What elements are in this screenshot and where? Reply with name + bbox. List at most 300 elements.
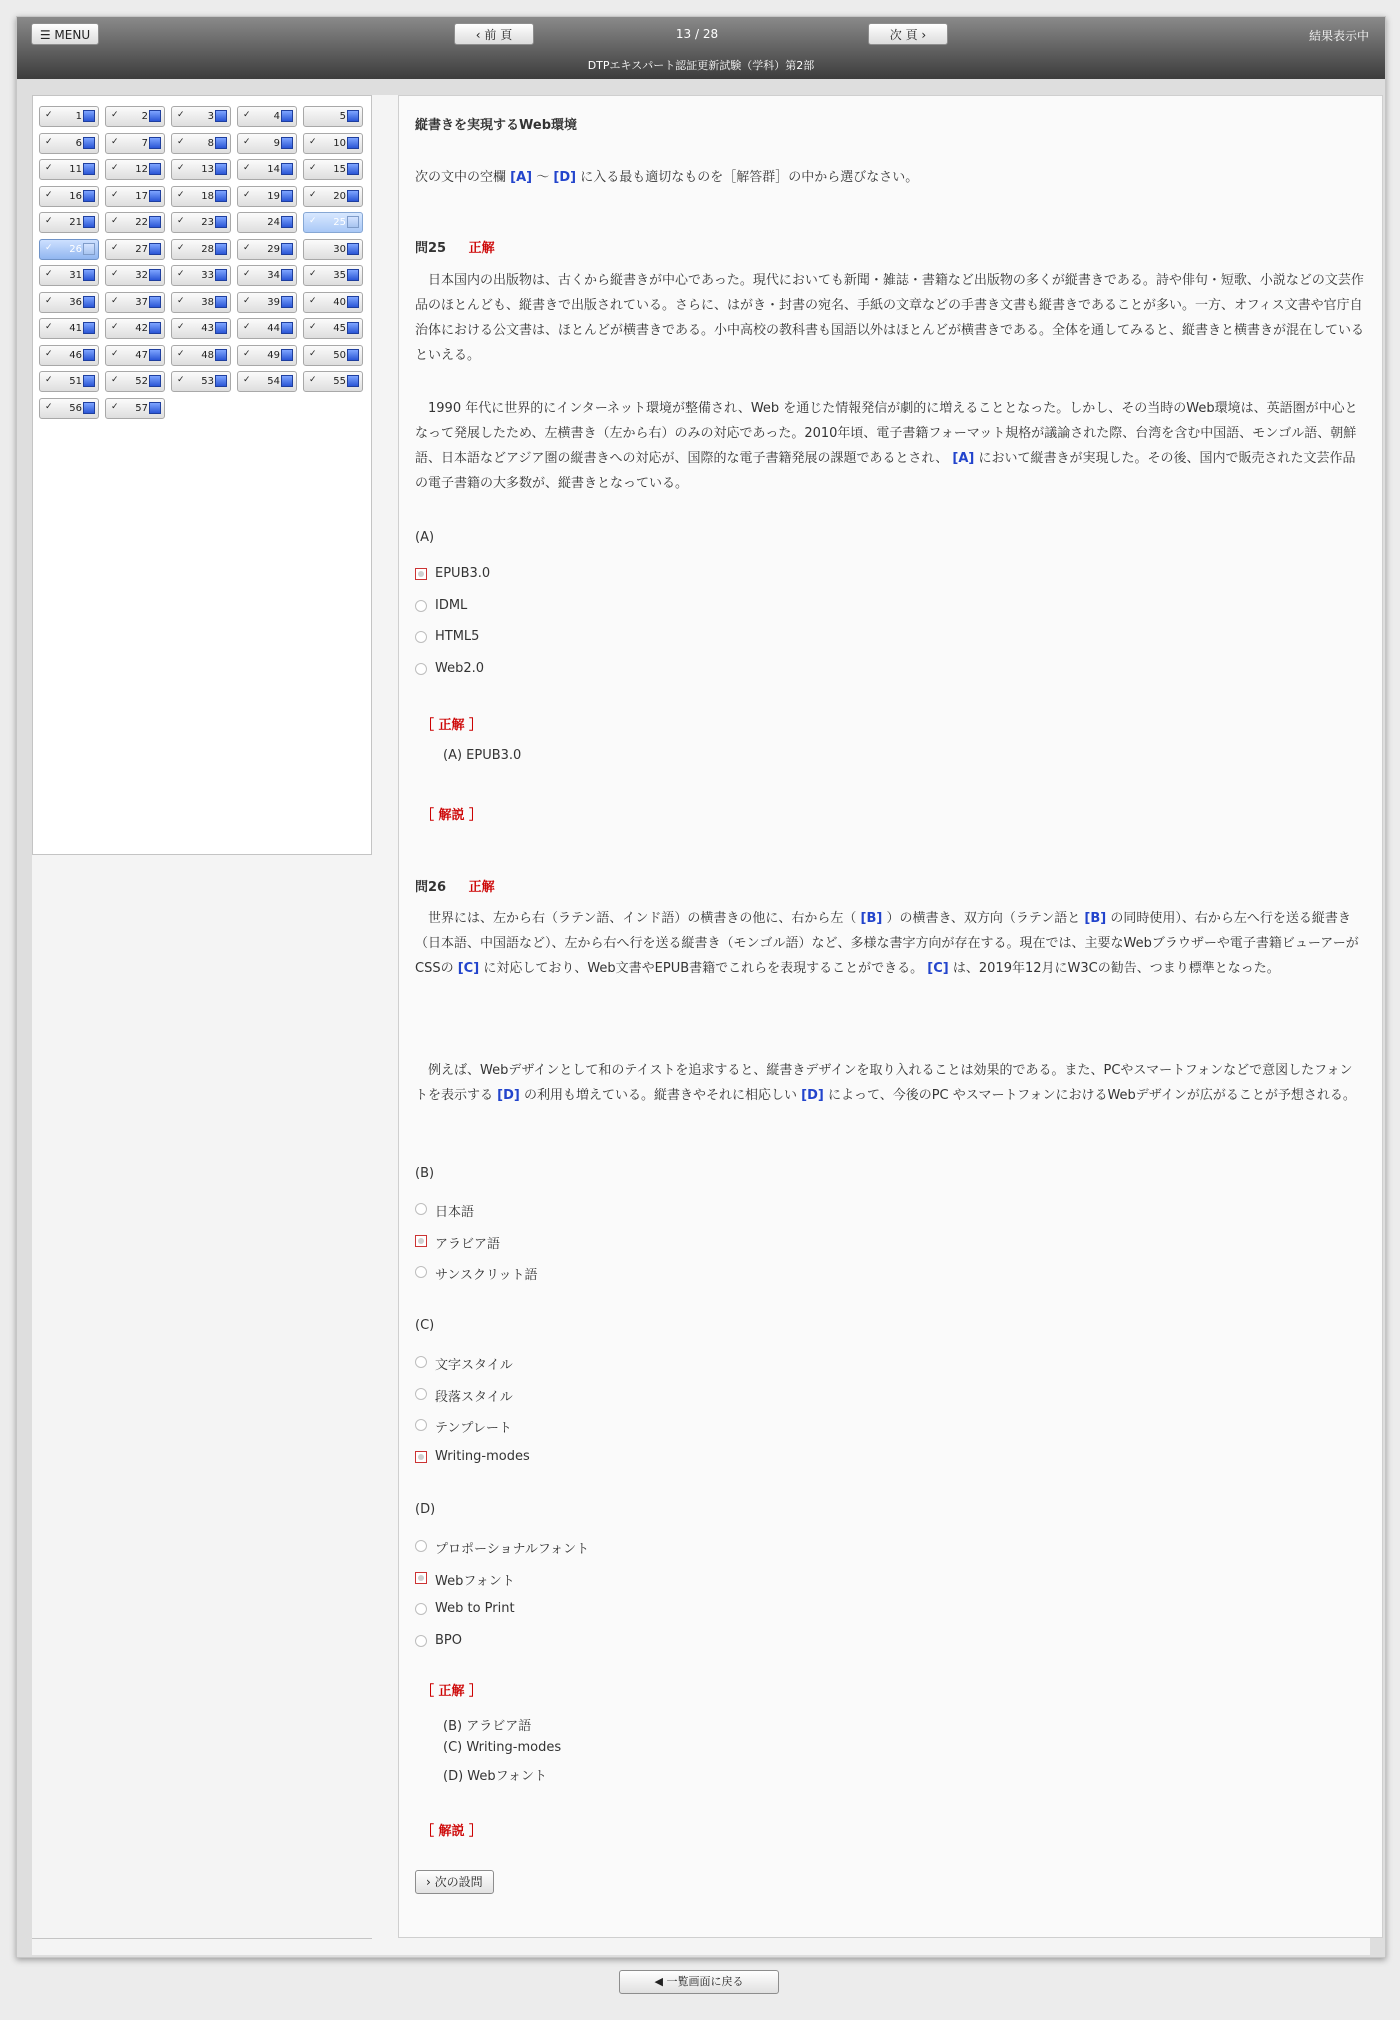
q25-radio-2[interactable] [415, 600, 427, 612]
flag-square-icon[interactable] [347, 110, 359, 122]
checkmark-icon: ✓ [309, 189, 317, 200]
checkmark-icon: ✓ [177, 136, 185, 147]
q25-paragraph-2 [415, 396, 1365, 496]
flag-square-icon[interactable] [215, 375, 227, 387]
chevron-right-icon: › [921, 28, 927, 42]
flag-square-icon[interactable] [281, 163, 293, 175]
q26-explanation-label: ［ 解説 ］ [421, 1824, 483, 1839]
q26c-radio-2[interactable] [415, 1388, 427, 1400]
question-nav-number: 24 [267, 217, 280, 228]
flag-square-icon[interactable] [215, 296, 227, 308]
flag-square-icon[interactable] [281, 375, 293, 387]
q25-option-label-3[interactable]: HTML5 [435, 629, 480, 644]
question-nav-number: 53 [201, 376, 214, 387]
q26-p1-text-e: は、2019年12月にW3Cの勧告、つまり標準となった。 [952, 961, 1280, 976]
question-nav-number: 21 [69, 217, 82, 228]
checkmark-icon: ✓ [243, 295, 251, 306]
question-nav-button-40[interactable] [303, 292, 363, 313]
checkmark-icon: ✓ [243, 242, 251, 253]
question-nav-number: 20 [333, 190, 346, 202]
question-nav-number: 26 [69, 243, 82, 255]
flag-square-icon[interactable] [83, 243, 95, 255]
flag-square-icon[interactable] [149, 163, 161, 175]
question-panel [398, 95, 1383, 1938]
question-nav-number: 33 [201, 270, 214, 281]
question-nav-number: 34 [267, 270, 280, 281]
question-nav-button-47[interactable] [105, 345, 165, 366]
checkmark-icon: ✓ [243, 269, 251, 279]
checkmark-icon: ✓ [45, 163, 53, 173]
nav-panel-divider [32, 1938, 372, 1939]
question-nav-button-33[interactable] [171, 265, 231, 286]
blank-d: [D] [553, 170, 577, 185]
next-question-button[interactable] [415, 1870, 494, 1894]
checkmark-icon: ✓ [243, 322, 251, 332]
checkmark-icon: ✓ [45, 295, 53, 306]
chevron-right-icon: › [426, 1875, 431, 1889]
question-nav-button-41[interactable] [39, 318, 99, 339]
q26b-radio-3[interactable] [415, 1266, 427, 1278]
flag-square-icon[interactable] [215, 137, 227, 149]
flag-square-icon[interactable] [149, 110, 161, 122]
question-nav-button-38[interactable] [171, 292, 231, 313]
question-nav-number: 8 [207, 137, 214, 149]
flag-square-icon[interactable] [83, 402, 95, 414]
q26-p1-text-b: ）の横書き、双方向（ラテン語と [886, 911, 1081, 926]
checkmark-icon: ✓ [111, 295, 119, 306]
question-nav-number: 29 [267, 243, 280, 255]
back-to-list-label: 一覧画面に戻る [666, 1975, 744, 1988]
q26c-option-label-3[interactable]: テンプレート [435, 1421, 512, 1436]
question-nav-button-6[interactable] [39, 133, 99, 154]
question-nav-button-26[interactable] [39, 239, 99, 260]
question-nav-button-24[interactable] [237, 212, 297, 233]
menu-button[interactable]: ☰ MENU [31, 23, 99, 45]
question-nav-button-43[interactable] [171, 318, 231, 339]
question-nav-number: 39 [267, 296, 280, 308]
question-nav-panel [32, 95, 372, 855]
flag-square-icon[interactable] [347, 137, 359, 149]
question-nav-number: 9 [273, 137, 280, 149]
checkmark-icon: ✓ [177, 375, 185, 385]
question-nav-button-19[interactable] [237, 186, 297, 207]
flag-square-icon[interactable] [83, 322, 95, 334]
flag-square-icon[interactable] [149, 349, 161, 361]
flag-square-icon[interactable] [149, 243, 161, 255]
checkmark-icon: ✓ [111, 242, 119, 253]
q25-result-badge: 正解 [468, 241, 495, 256]
q26d-option-label-1[interactable]: プロポーショナルフォント [435, 1542, 590, 1557]
flag-square-icon[interactable] [149, 402, 161, 414]
next-page-label: 次 頁 [889, 28, 918, 42]
circle-arrow-left-icon: ◀ [654, 1975, 663, 1988]
question-nav-number: 25 [333, 217, 346, 228]
question-nav-number: 19 [267, 190, 280, 202]
question-nav-button-21[interactable] [39, 212, 99, 233]
checkmark-icon: ✓ [243, 136, 251, 147]
question-nav-number: 49 [267, 349, 280, 361]
checkmark-icon: ✓ [309, 375, 317, 385]
question-nav-button-29[interactable] [237, 239, 297, 260]
page-counter: 13 / 28 [675, 27, 719, 41]
flag-square-icon[interactable] [215, 190, 227, 202]
checkmark-icon: ✓ [177, 163, 185, 173]
flag-square-icon[interactable] [215, 269, 227, 281]
checkmark-icon: ✓ [177, 269, 185, 279]
question-nav-button-32[interactable] [105, 265, 165, 286]
question-nav-button-52[interactable] [105, 371, 165, 392]
question-nav-button-11[interactable] [39, 159, 99, 180]
question-nav-button-20[interactable] [303, 186, 363, 207]
q26-group-b-label: (B) [415, 1166, 435, 1181]
checkmark-icon: ✓ [45, 110, 53, 120]
flag-square-icon[interactable] [347, 296, 359, 308]
checkmark-icon: ✓ [309, 269, 317, 279]
flag-square-icon[interactable] [149, 137, 161, 149]
checkmark-icon: ✓ [111, 348, 119, 359]
flag-square-icon[interactable] [215, 110, 227, 122]
question-nav-number: 15 [333, 164, 346, 175]
question-nav-number: 51 [69, 376, 82, 387]
question-nav-button-34[interactable] [237, 265, 297, 286]
blank-d: [D] [497, 1088, 520, 1103]
checkmark-icon: ✓ [177, 189, 185, 200]
flag-square-icon[interactable] [347, 163, 359, 175]
question-nav-button-25[interactable] [303, 212, 363, 233]
section-title: 縦書きを実現するWeb環境 [415, 118, 577, 133]
question-nav-button-14[interactable] [237, 159, 297, 180]
question-nav-number: 57 [135, 402, 148, 414]
checkmark-icon: ✓ [309, 136, 317, 147]
q26c-option-label-1[interactable]: 文字スタイル [435, 1358, 513, 1373]
flag-square-icon[interactable] [149, 375, 161, 387]
flag-square-icon[interactable] [281, 296, 293, 308]
question-nav-number: 14 [267, 164, 280, 175]
flag-square-icon[interactable] [149, 269, 161, 281]
flag-square-icon[interactable] [347, 322, 359, 334]
flag-square-icon[interactable] [215, 349, 227, 361]
checkmark-icon: ✓ [177, 295, 185, 306]
question-nav-number: 52 [135, 376, 148, 387]
question-nav-button-49[interactable] [237, 345, 297, 366]
question-nav-button-10[interactable] [303, 133, 363, 154]
question-nav-button-42[interactable] [105, 318, 165, 339]
q26-answer-b: (B) アラビア語 [443, 1719, 532, 1734]
checkmark-icon: ✓ [243, 189, 251, 200]
checkmark-icon: ✓ [45, 216, 53, 226]
question-nav-button-36[interactable] [39, 292, 99, 313]
q26-answer-d: (D) Webフォント [443, 1769, 547, 1784]
question-nav-number: 3 [207, 111, 214, 122]
question-nav-button-1[interactable] [39, 106, 99, 127]
flag-square-icon[interactable] [149, 322, 161, 334]
q25-paragraph-1: 日本国内の出版物は、古くから縦書きが中心であった。現代においても新聞・雑誌・書籍など出版物の多くが縦書きである。詩や俳句・短歌、小説などの文芸作品のほとんども、縦書きで出版されている。さらに、はがき・封書の宛名、手紙の文章などの手書き文書も縦書きであることが多い。一方、オフィス文書や官庁自治体における公文書は、ほとんどが横書きである。小中高校の教科書も国語以外はほとんどが横書きである。全体を通してみると、縦書きと横書きが混在しているといえる。 [415, 273, 1365, 363]
q26-header [415, 876, 495, 895]
checkmark-icon: ✓ [177, 242, 185, 253]
question-nav-number: 28 [201, 243, 214, 255]
flag-square-icon[interactable] [83, 137, 95, 149]
question-nav-number: 32 [135, 270, 148, 281]
question-nav-button-22[interactable] [105, 212, 165, 233]
checkmark-icon: ✓ [177, 110, 185, 120]
q26-paragraph-1 [415, 906, 1365, 981]
question-nav-button-13[interactable] [171, 159, 231, 180]
blank-c: [C] [457, 961, 480, 976]
flag-square-icon[interactable] [83, 269, 95, 281]
flag-square-icon[interactable] [149, 190, 161, 202]
flag-square-icon[interactable] [281, 349, 293, 361]
question-nav-number: 45 [333, 323, 346, 334]
q26c-option-label-2[interactable]: 段落スタイル [435, 1389, 513, 1405]
flag-square-icon[interactable] [215, 322, 227, 334]
checkmark-icon: ✓ [111, 136, 119, 147]
flag-square-icon[interactable] [347, 375, 359, 387]
q26-result-badge: 正解 [468, 880, 495, 895]
q26d-option-label-2[interactable]: Webフォント [435, 1573, 515, 1589]
question-nav-button-56[interactable] [39, 398, 99, 419]
question-nav-number: 23 [201, 217, 214, 228]
question-nav-button-3[interactable] [171, 106, 231, 127]
question-nav-button-18[interactable] [171, 186, 231, 207]
q26c-radio-1[interactable] [415, 1356, 427, 1368]
q25-radio-3[interactable] [415, 631, 427, 643]
question-nav-button-44[interactable] [237, 318, 297, 339]
flag-square-icon[interactable] [149, 216, 161, 228]
next-question-label: 次の設問 [434, 1875, 483, 1889]
flag-square-icon[interactable] [215, 216, 227, 228]
question-nav-button-54[interactable] [237, 371, 297, 392]
checkmark-icon: ✓ [177, 322, 185, 332]
q26-p1-text-d: に対応しており、Web文書やEPUB書籍でこれらを表現することができる。 [483, 961, 924, 976]
checkmark-icon: ✓ [243, 163, 251, 173]
question-nav-button-57[interactable] [105, 398, 165, 419]
q26d-radio-2[interactable] [415, 1572, 427, 1584]
q26-group-d-label: (D) [415, 1502, 436, 1517]
question-nav-button-39[interactable] [237, 292, 297, 313]
question-nav-number: 13 [201, 164, 214, 175]
checkmark-icon: ✓ [111, 163, 119, 173]
question-nav-number: 11 [69, 164, 82, 175]
flag-square-icon[interactable] [281, 269, 293, 281]
flag-square-icon[interactable] [347, 269, 359, 281]
q25-para2-text: 1990 年代に世界的にインターネット環境が整備され、Web を通じた情報発信が劇的に増えることとなった。しかし、その当時のWeb環境は、英語圏が中心となって発展したため、左横書き（左から右）のみの対応であった。2010年頃、電子書籍フォーマット規格が議論された際、台湾を含む中国語、モンゴル語、朝鮮語、日本語などアジア圏の縦書きへの対応が、国際的な電子書籍発展の課題であるとされ、 [415, 401, 1358, 466]
q25-option-label-2[interactable]: IDML [435, 597, 468, 613]
flag-square-icon[interactable] [83, 216, 95, 228]
question-nav-number: 47 [135, 349, 148, 361]
q26c-radio-3[interactable] [415, 1419, 427, 1431]
flag-square-icon[interactable] [215, 163, 227, 175]
q26-p2-text-a: 例えば、Webデザインとして和のテイストを追求すると、縦書きデザインを取り入れることは効果的である。また、PCやスマートフォンなどで意図したフォントを表示する [415, 1063, 1353, 1103]
blank-a: [A] [952, 451, 975, 466]
flag-square-icon[interactable] [347, 349, 359, 361]
top-toolbar [17, 17, 1385, 79]
flag-square-icon[interactable] [281, 110, 293, 122]
flag-square-icon[interactable] [83, 110, 95, 122]
question-nav-number: 16 [69, 190, 82, 202]
question-nav-number: 10 [333, 137, 346, 149]
question-nav-button-12[interactable] [105, 159, 165, 180]
q26d-radio-1[interactable] [415, 1540, 427, 1552]
question-nav-number: 55 [333, 376, 346, 387]
q26-p1-text-c: の同時使用）、右から左へ行を送る縦書き（日本語、中国語など）、左から右へ行を送る縦書き（モンゴル語）など、多様な書字方向が存在する。現在では、主要なWebブラウザーや電子書籍ビューアーがCSSの [415, 911, 1359, 976]
flag-square-icon[interactable] [281, 216, 293, 228]
app-frame [16, 16, 1386, 1958]
result-mode-label: 結果表示中 [1308, 29, 1369, 43]
q25-option-label-4[interactable]: Web2.0 [435, 660, 485, 676]
checkmark-icon: ✓ [177, 216, 185, 226]
question-nav-number: 36 [69, 296, 82, 308]
next-page-button[interactable] [868, 23, 948, 45]
checkmark-icon: ✓ [111, 322, 119, 332]
q26-answer-label: ［ 正解 ］ [421, 1684, 483, 1699]
question-nav-button-45[interactable] [303, 318, 363, 339]
flag-square-icon[interactable] [281, 190, 293, 202]
q26-number: 問26 [415, 880, 447, 895]
q25-explanation-label: ［ 解説 ］ [421, 808, 483, 823]
question-nav-button-8[interactable] [171, 133, 231, 154]
question-nav-button-17[interactable] [105, 186, 165, 207]
instruction [415, 166, 1365, 185]
question-nav-button-48[interactable] [171, 345, 231, 366]
q26d-radio-4[interactable] [415, 1635, 427, 1647]
q26d-option-label-4[interactable]: BPO [435, 1632, 462, 1648]
checkmark-icon: ✓ [243, 375, 251, 385]
q25-answer-text: (A) EPUB3.0 [443, 748, 522, 763]
question-nav-button-35[interactable] [303, 265, 363, 286]
question-nav-button-28[interactable] [171, 239, 231, 260]
checkmark-icon: ✓ [111, 375, 119, 385]
question-nav-number: 50 [333, 349, 346, 361]
flag-square-icon[interactable] [83, 349, 95, 361]
flag-square-icon[interactable] [281, 322, 293, 334]
q26-paragraph-2 [415, 1058, 1365, 1108]
checkmark-icon: ✓ [309, 348, 317, 359]
question-nav-button-5[interactable] [303, 106, 363, 127]
q26c-option-label-4[interactable]: Writing-modes [435, 1448, 530, 1464]
prev-page-button[interactable] [454, 23, 534, 45]
question-nav-button-31[interactable] [39, 265, 99, 286]
chevron-left-icon: ‹ [475, 28, 481, 42]
q26b-option-label-1[interactable]: 日本語 [435, 1205, 475, 1220]
question-nav-number: 37 [135, 296, 148, 308]
checkmark-icon: ✓ [111, 216, 119, 226]
blank-b: [B] [1084, 911, 1107, 926]
question-nav-button-27[interactable] [105, 239, 165, 260]
blank-a: [A] [510, 170, 533, 185]
question-nav-button-2[interactable] [105, 106, 165, 127]
q26-group-c-label: (C) [415, 1318, 435, 1333]
q25-header [415, 237, 495, 256]
checkmark-icon: ✓ [111, 189, 119, 200]
flag-square-icon[interactable] [83, 375, 95, 387]
question-nav-button-16[interactable] [39, 186, 99, 207]
q25-number: 問25 [415, 241, 447, 256]
checkmark-icon: ✓ [111, 401, 119, 412]
flag-square-icon[interactable] [347, 190, 359, 202]
q26b-option-label-3[interactable]: サンスクリット語 [435, 1268, 538, 1283]
q25-para2-text-end: において縦書きが実現した。その後、国内で販売された文芸作品の電子書籍の大多数が、縦書きとなっている。 [415, 451, 1356, 491]
question-nav-button-53[interactable] [171, 371, 231, 392]
question-nav-button-15[interactable] [303, 159, 363, 180]
flag-square-icon[interactable] [83, 163, 95, 175]
q25-radio-4[interactable] [415, 663, 427, 675]
instruction-text-end: に入る最も適切なものを［解答群］の中から選びなさい。 [580, 170, 919, 185]
tilde: 〜 [536, 170, 550, 185]
q26b-radio-1[interactable] [415, 1203, 427, 1215]
blank-d: [D] [801, 1088, 824, 1103]
question-nav-button-4[interactable] [237, 106, 297, 127]
question-nav-number: 48 [201, 349, 214, 361]
checkmark-icon: ✓ [45, 375, 53, 385]
flag-square-icon[interactable] [347, 216, 359, 228]
checkmark-icon: ✓ [309, 216, 317, 226]
question-nav-button-37[interactable] [105, 292, 165, 313]
question-nav-number: 41 [69, 323, 82, 334]
checkmark-icon: ✓ [45, 189, 53, 200]
q26c-radio-4[interactable] [415, 1451, 427, 1463]
question-nav-button-46[interactable] [39, 345, 99, 366]
flag-square-icon[interactable] [83, 296, 95, 308]
question-nav-button-51[interactable] [39, 371, 99, 392]
checkmark-icon: ✓ [111, 269, 119, 279]
question-nav-number: 5 [339, 111, 346, 122]
back-to-list-button[interactable] [619, 1970, 779, 1994]
flag-square-icon[interactable] [83, 190, 95, 202]
flag-square-icon[interactable] [281, 243, 293, 255]
question-nav-number: 17 [135, 190, 148, 202]
checkmark-icon: ✓ [45, 322, 53, 332]
checkmark-icon: ✓ [177, 348, 185, 359]
flag-square-icon[interactable] [149, 296, 161, 308]
q26d-radio-3[interactable] [415, 1603, 427, 1615]
q25-radio-1[interactable] [415, 568, 427, 580]
question-nav-number: 22 [135, 217, 148, 228]
checkmark-icon: ✓ [309, 163, 317, 173]
question-nav-number: 1 [75, 111, 82, 122]
content-area [32, 95, 1370, 1955]
q26b-option-label-2[interactable]: アラビア語 [435, 1236, 501, 1252]
q26-p2-text-c: によって、今後のPC やスマートフォンにおけるWebデザインが広がることが予想される。 [827, 1088, 1356, 1103]
q26d-option-label-3[interactable]: Web to Print [435, 1601, 515, 1616]
q26-p2-text-b: の利用も増えている。縦書きやそれに相応しい [523, 1088, 797, 1103]
q26-answer-c: (C) Writing-modes [443, 1740, 562, 1755]
question-nav-number: 6 [75, 137, 82, 149]
question-nav-number: 35 [333, 270, 346, 281]
question-nav-button-30[interactable] [303, 239, 363, 260]
flag-square-icon[interactable] [347, 243, 359, 255]
flag-square-icon[interactable] [215, 243, 227, 255]
question-nav-number: 27 [135, 243, 148, 255]
checkmark-icon: ✓ [243, 110, 251, 120]
flag-square-icon[interactable] [281, 137, 293, 149]
question-nav-button-7[interactable] [105, 133, 165, 154]
question-nav-number: 44 [267, 323, 280, 334]
q25-option-label-1[interactable]: EPUB3.0 [435, 566, 491, 581]
question-nav-button-9[interactable] [237, 133, 297, 154]
question-nav-number: 56 [69, 402, 82, 414]
q26b-radio-2[interactable] [415, 1235, 427, 1247]
checkmark-icon: ✓ [309, 295, 317, 306]
blank-c: [C] [927, 961, 949, 976]
question-nav-button-23[interactable] [171, 212, 231, 233]
question-nav-number: 54 [267, 376, 280, 387]
exam-title: DTPエキスパート認証更新試験（学科）第2部 [587, 59, 815, 72]
checkmark-icon: ✓ [45, 242, 53, 253]
q26-p1-text-a: 世界には、左から右（ラテン語、インド語）の横書きの他に、右から左（ [428, 911, 857, 926]
question-nav-number: 7 [141, 137, 148, 149]
question-nav-button-50[interactable] [303, 345, 363, 366]
question-nav-button-55[interactable] [303, 371, 363, 392]
